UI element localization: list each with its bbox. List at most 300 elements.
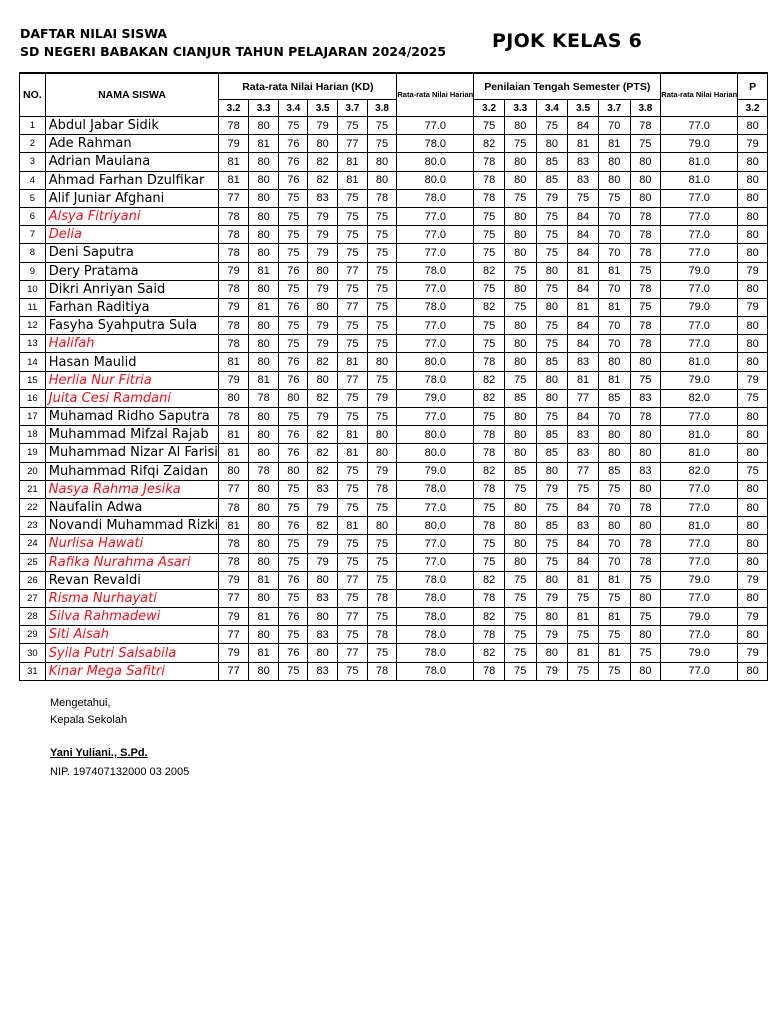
pts-score: 81 — [598, 608, 630, 626]
table-row — [20, 135, 768, 153]
kd-score: 80 — [248, 408, 278, 426]
pts-score: 75 — [536, 408, 568, 426]
kd-score: 76 — [279, 298, 308, 316]
avg-harian-2-value: 81.0 — [661, 153, 738, 171]
school-subtitle: SD NEGERI BABAKAN CIANJUR TAHUN PELAJARAN 2024/2025 — [20, 44, 447, 59]
pts-score: 75 — [474, 317, 505, 335]
pts-score: 82 — [474, 298, 505, 316]
kd-score: 80 — [219, 462, 249, 480]
pts-score: 81 — [568, 262, 599, 280]
pts-score: 70 — [598, 226, 630, 244]
next-score: 80 — [738, 553, 768, 571]
pts-score: 80 — [504, 280, 536, 298]
row-number: 9 — [20, 262, 46, 280]
pts-score: 80 — [630, 426, 661, 444]
kd-score: 75 — [367, 207, 397, 225]
pts-score: 83 — [568, 153, 599, 171]
kd-score: 80 — [308, 608, 338, 626]
row-number: 8 — [20, 244, 46, 262]
row-number: 31 — [20, 662, 46, 680]
row-number: 17 — [20, 408, 46, 426]
kd-score: 75 — [367, 371, 397, 389]
pts-score: 78 — [630, 535, 661, 553]
kd-score: 76 — [279, 353, 308, 371]
pts-score: 81 — [598, 298, 630, 316]
kd-score: 75 — [279, 626, 308, 644]
kd-score: 80 — [308, 135, 338, 153]
avg-harian-value: 77.0 — [397, 535, 474, 553]
pts-score: 75 — [630, 371, 661, 389]
kd-score: 75 — [338, 626, 368, 644]
kd-score: 75 — [338, 662, 368, 680]
avg-harian-value: 78.0 — [397, 589, 474, 607]
pts-score: 75 — [504, 262, 536, 280]
pts-score: 70 — [598, 335, 630, 353]
kd-score: 77 — [219, 662, 249, 680]
pts-score: 85 — [536, 153, 568, 171]
kd-score: 80 — [279, 389, 308, 407]
avg-harian-2-value: 77.0 — [661, 189, 738, 207]
pts-score: 81 — [598, 135, 630, 153]
kd-score: 76 — [279, 371, 308, 389]
table-row — [20, 498, 768, 516]
table-row — [20, 226, 768, 244]
pts-score: 83 — [568, 171, 599, 189]
kd-score: 79 — [367, 462, 397, 480]
kd-score: 80 — [367, 426, 397, 444]
kd-score: 82 — [308, 389, 338, 407]
pts-score: 82 — [474, 389, 505, 407]
pts-score: 75 — [598, 189, 630, 207]
kd-score: 81 — [219, 517, 249, 535]
kd-score: 80 — [367, 517, 397, 535]
next-score: 80 — [738, 353, 768, 371]
pts-score: 75 — [536, 498, 568, 516]
kd-score: 75 — [279, 117, 308, 135]
next-score: 80 — [738, 244, 768, 262]
avg-harian-value: 77.0 — [397, 498, 474, 516]
pts-score: 75 — [504, 662, 536, 680]
pts-score: 75 — [598, 589, 630, 607]
kd-score: 80 — [248, 117, 278, 135]
avg-harian-2-value: 79.0 — [661, 571, 738, 589]
pts-code-header: 3.5 — [568, 100, 599, 117]
kd-score: 80 — [248, 280, 278, 298]
pts-score: 75 — [568, 626, 599, 644]
next-score: 80 — [738, 317, 768, 335]
pts-score: 85 — [536, 444, 568, 462]
pts-score: 82 — [474, 462, 505, 480]
avg-harian-2-value: 81.0 — [661, 426, 738, 444]
kd-score: 75 — [279, 408, 308, 426]
next-score: 80 — [738, 280, 768, 298]
kd-score: 75 — [338, 480, 368, 498]
pts-score: 82 — [474, 262, 505, 280]
table-row — [20, 317, 768, 335]
pts-score: 84 — [568, 226, 599, 244]
row-number: 7 — [20, 226, 46, 244]
avg-harian-value: 77.0 — [397, 226, 474, 244]
kd-score: 75 — [279, 244, 308, 262]
table-row — [20, 462, 768, 480]
pts-score: 80 — [504, 317, 536, 335]
pts-score: 81 — [568, 571, 599, 589]
pts-score: 78 — [630, 317, 661, 335]
pts-score: 80 — [536, 608, 568, 626]
pts-score: 79 — [536, 626, 568, 644]
pts-score: 84 — [568, 244, 599, 262]
kd-score: 79 — [308, 553, 338, 571]
table-row — [20, 608, 768, 626]
avg-harian-value: 78.0 — [397, 662, 474, 680]
kd-score: 78 — [367, 589, 397, 607]
student-name: Nasya Rahma Jesika — [45, 480, 219, 498]
pts-score: 80 — [504, 117, 536, 135]
kd-score: 79 — [219, 571, 249, 589]
kd-score: 80 — [367, 353, 397, 371]
kd-score: 75 — [279, 207, 308, 225]
student-name: Juita Cesi Ramdani — [45, 389, 219, 407]
row-number: 11 — [20, 298, 46, 316]
cut-code-header: 3.2 — [738, 100, 768, 117]
table-row — [20, 480, 768, 498]
pts-score: 82 — [474, 571, 505, 589]
pts-code-header: 3.2 — [474, 100, 505, 117]
pts-score: 80 — [536, 262, 568, 280]
avg-harian-value: 78.0 — [397, 371, 474, 389]
pts-score: 75 — [568, 189, 599, 207]
footer-acknowledged: Mengetahui, — [50, 697, 111, 709]
row-number: 10 — [20, 280, 46, 298]
row-number: 14 — [20, 353, 46, 371]
pts-score: 70 — [598, 535, 630, 553]
table-row — [20, 153, 768, 171]
kd-score: 75 — [338, 244, 368, 262]
pts-score: 83 — [568, 426, 599, 444]
grades-body — [20, 117, 768, 681]
next-score: 80 — [738, 335, 768, 353]
pts-score: 83 — [630, 389, 661, 407]
kd-score: 81 — [338, 153, 368, 171]
avg-harian-value: 78.0 — [397, 480, 474, 498]
pts-score: 75 — [630, 571, 661, 589]
kd-score: 75 — [279, 498, 308, 516]
kd-score: 77 — [338, 571, 368, 589]
pts-score: 84 — [568, 408, 599, 426]
pts-score: 84 — [568, 553, 599, 571]
kd-score: 80 — [248, 444, 278, 462]
row-number: 15 — [20, 371, 46, 389]
table-row — [20, 262, 768, 280]
kd-score: 82 — [308, 353, 338, 371]
kd-score: 80 — [248, 480, 278, 498]
pts-score: 80 — [630, 444, 661, 462]
student-name: Muhammad Rifqi Zaidan — [45, 462, 219, 480]
kd-score: 79 — [219, 371, 249, 389]
kd-score: 79 — [308, 280, 338, 298]
student-name: Nurlisa Hawati — [45, 535, 219, 553]
pts-score: 75 — [504, 626, 536, 644]
kd-score: 75 — [367, 571, 397, 589]
avg-harian-value: 80.0 — [397, 444, 474, 462]
student-name: Muhammad Nizar Al Farisi — [45, 444, 219, 462]
kd-score: 78 — [219, 408, 249, 426]
kd-score: 82 — [308, 462, 338, 480]
kd-score: 80 — [308, 571, 338, 589]
pts-score: 80 — [504, 171, 536, 189]
student-name: Ade Rahman — [45, 135, 219, 153]
pts-score: 78 — [630, 280, 661, 298]
avg-harian-2-value: 81.0 — [661, 517, 738, 535]
pts-score: 75 — [568, 480, 599, 498]
kd-code-header: 3.7 — [338, 100, 368, 117]
pts-score: 84 — [568, 498, 599, 516]
row-number: 30 — [20, 644, 46, 662]
pts-score: 75 — [598, 480, 630, 498]
next-score: 79 — [738, 571, 768, 589]
pts-score: 81 — [568, 371, 599, 389]
student-name: Naufalin Adwa — [45, 498, 219, 516]
kd-score: 81 — [248, 135, 278, 153]
pts-score: 75 — [598, 626, 630, 644]
kd-score: 82 — [308, 444, 338, 462]
row-number: 1 — [20, 117, 46, 135]
pts-score: 85 — [504, 389, 536, 407]
pts-score: 80 — [504, 498, 536, 516]
kd-code-header: 3.4 — [279, 100, 308, 117]
student-name: Farhan Raditiya — [45, 298, 219, 316]
pts-score: 84 — [568, 317, 599, 335]
kd-score: 81 — [219, 426, 249, 444]
avg-harian-2-value: 77.0 — [661, 335, 738, 353]
next-score: 80 — [738, 535, 768, 553]
kd-score: 81 — [219, 171, 249, 189]
pts-score: 80 — [630, 353, 661, 371]
table-row — [20, 117, 768, 135]
kd-score: 76 — [279, 571, 308, 589]
avg-harian-value: 78.0 — [397, 608, 474, 626]
kd-score: 79 — [308, 226, 338, 244]
kd-score: 80 — [248, 226, 278, 244]
pts-score: 85 — [536, 517, 568, 535]
next-score: 79 — [738, 371, 768, 389]
pts-score: 84 — [568, 535, 599, 553]
header-cut-group: P — [738, 73, 768, 100]
pts-score: 70 — [598, 207, 630, 225]
kd-score: 75 — [279, 189, 308, 207]
next-score: 80 — [738, 626, 768, 644]
row-number: 5 — [20, 189, 46, 207]
pts-score: 70 — [598, 317, 630, 335]
kd-score: 75 — [338, 280, 368, 298]
next-score: 80 — [738, 517, 768, 535]
kd-score: 78 — [219, 244, 249, 262]
pts-score: 83 — [568, 517, 599, 535]
avg-harian-2-value: 79.0 — [661, 298, 738, 316]
pts-code-header: 3.3 — [504, 100, 536, 117]
kd-score: 76 — [279, 644, 308, 662]
kd-score: 80 — [308, 371, 338, 389]
pts-score: 75 — [504, 298, 536, 316]
kd-score: 81 — [338, 444, 368, 462]
avg-harian-2-value: 77.0 — [661, 662, 738, 680]
pts-score: 75 — [536, 280, 568, 298]
pts-score: 80 — [630, 517, 661, 535]
pts-score: 78 — [630, 553, 661, 571]
kd-score: 77 — [338, 135, 368, 153]
student-name: Dikri Anriyan Said — [45, 280, 219, 298]
kd-score: 81 — [219, 353, 249, 371]
student-name: Adrian Maulana — [45, 153, 219, 171]
next-score: 80 — [738, 117, 768, 135]
kd-score: 79 — [308, 498, 338, 516]
kd-score: 78 — [367, 662, 397, 680]
table-row — [20, 207, 768, 225]
student-name: Delia — [45, 226, 219, 244]
next-score: 80 — [738, 480, 768, 498]
kd-score: 78 — [219, 117, 249, 135]
kd-score: 79 — [308, 117, 338, 135]
kd-score: 80 — [308, 644, 338, 662]
kd-score: 81 — [248, 262, 278, 280]
pts-score: 80 — [504, 353, 536, 371]
student-name: Alsya Fitriyani — [45, 207, 219, 225]
pts-score: 80 — [630, 626, 661, 644]
kd-score: 75 — [367, 317, 397, 335]
pts-score: 75 — [536, 317, 568, 335]
avg-harian-value: 77.0 — [397, 244, 474, 262]
kd-score: 75 — [367, 117, 397, 135]
pts-score: 81 — [568, 608, 599, 626]
kd-score: 82 — [308, 171, 338, 189]
table-row — [20, 371, 768, 389]
kd-score: 83 — [308, 189, 338, 207]
header-avg-harian-2: Rata-rata Nilai Harian — [661, 73, 738, 117]
pts-score: 81 — [598, 571, 630, 589]
pts-score: 75 — [630, 644, 661, 662]
avg-harian-2-value: 79.0 — [661, 262, 738, 280]
avg-harian-value: 79.0 — [397, 389, 474, 407]
kd-score: 75 — [279, 662, 308, 680]
row-number: 18 — [20, 426, 46, 444]
next-score: 80 — [738, 662, 768, 680]
kd-score: 82 — [308, 426, 338, 444]
pts-score: 75 — [630, 135, 661, 153]
pts-score: 75 — [598, 662, 630, 680]
footer-role: Kepala Sekolah — [50, 714, 128, 726]
avg-harian-value: 77.0 — [397, 408, 474, 426]
avg-harian-value: 78.0 — [397, 189, 474, 207]
pts-score: 75 — [474, 207, 505, 225]
avg-harian-2-value: 77.0 — [661, 244, 738, 262]
avg-harian-value: 80.0 — [397, 426, 474, 444]
pts-score: 85 — [536, 426, 568, 444]
table-row — [20, 389, 768, 407]
next-score: 79 — [738, 608, 768, 626]
kd-score: 79 — [219, 608, 249, 626]
avg-harian-value: 78.0 — [397, 298, 474, 316]
row-number: 13 — [20, 335, 46, 353]
pts-score: 80 — [630, 480, 661, 498]
kd-score: 80 — [219, 389, 249, 407]
next-score: 80 — [738, 408, 768, 426]
pts-score: 78 — [630, 117, 661, 135]
next-score: 80 — [738, 498, 768, 516]
pts-score: 75 — [536, 535, 568, 553]
kd-score: 80 — [248, 317, 278, 335]
student-name: Kinar Mega Safitri — [45, 662, 219, 680]
avg-harian-2-value: 81.0 — [661, 444, 738, 462]
kd-score: 75 — [338, 207, 368, 225]
avg-harian-value: 80.0 — [397, 153, 474, 171]
kd-score: 80 — [248, 353, 278, 371]
row-number: 26 — [20, 571, 46, 589]
pts-score: 78 — [474, 189, 505, 207]
avg-harian-value: 77.0 — [397, 335, 474, 353]
row-number: 21 — [20, 480, 46, 498]
row-number: 24 — [20, 535, 46, 553]
kd-score: 75 — [279, 535, 308, 553]
pts-score: 80 — [504, 517, 536, 535]
pts-score: 78 — [474, 353, 505, 371]
pts-score: 82 — [474, 608, 505, 626]
kd-score: 80 — [279, 462, 308, 480]
avg-harian-2-value: 81.0 — [661, 171, 738, 189]
student-name: Fasyha Syahputra Sula — [45, 317, 219, 335]
avg-harian-value: 77.0 — [397, 317, 474, 335]
kd-score: 78 — [219, 498, 249, 516]
kd-score: 75 — [338, 589, 368, 607]
kd-score: 75 — [338, 117, 368, 135]
table-row — [20, 553, 768, 571]
kd-score: 80 — [248, 335, 278, 353]
kd-score: 80 — [248, 426, 278, 444]
pts-score: 80 — [630, 171, 661, 189]
kd-score: 81 — [338, 171, 368, 189]
kd-score: 80 — [248, 171, 278, 189]
row-number: 16 — [20, 389, 46, 407]
pts-score: 75 — [474, 226, 505, 244]
pts-score: 83 — [630, 462, 661, 480]
table-row — [20, 644, 768, 662]
pts-score: 80 — [504, 426, 536, 444]
kd-score: 79 — [308, 317, 338, 335]
kd-score: 75 — [367, 135, 397, 153]
avg-harian-value: 78.0 — [397, 626, 474, 644]
student-name: Novandi Muhammad Rizki — [45, 517, 219, 535]
kd-score: 77 — [219, 189, 249, 207]
kd-score: 77 — [338, 371, 368, 389]
kd-score: 81 — [219, 153, 249, 171]
pts-score: 81 — [598, 371, 630, 389]
kd-score: 78 — [367, 480, 397, 498]
pts-score: 75 — [474, 498, 505, 516]
pts-score: 75 — [504, 571, 536, 589]
table-row — [20, 426, 768, 444]
kd-score: 78 — [367, 626, 397, 644]
pts-score: 78 — [474, 517, 505, 535]
pts-score: 80 — [598, 171, 630, 189]
pts-score: 81 — [598, 644, 630, 662]
pts-score: 70 — [598, 117, 630, 135]
kd-score: 76 — [279, 171, 308, 189]
table-row — [20, 244, 768, 262]
kd-score: 79 — [367, 389, 397, 407]
kd-score: 80 — [248, 553, 278, 571]
pts-score: 82 — [474, 371, 505, 389]
pts-score: 80 — [630, 189, 661, 207]
kd-score: 81 — [219, 444, 249, 462]
